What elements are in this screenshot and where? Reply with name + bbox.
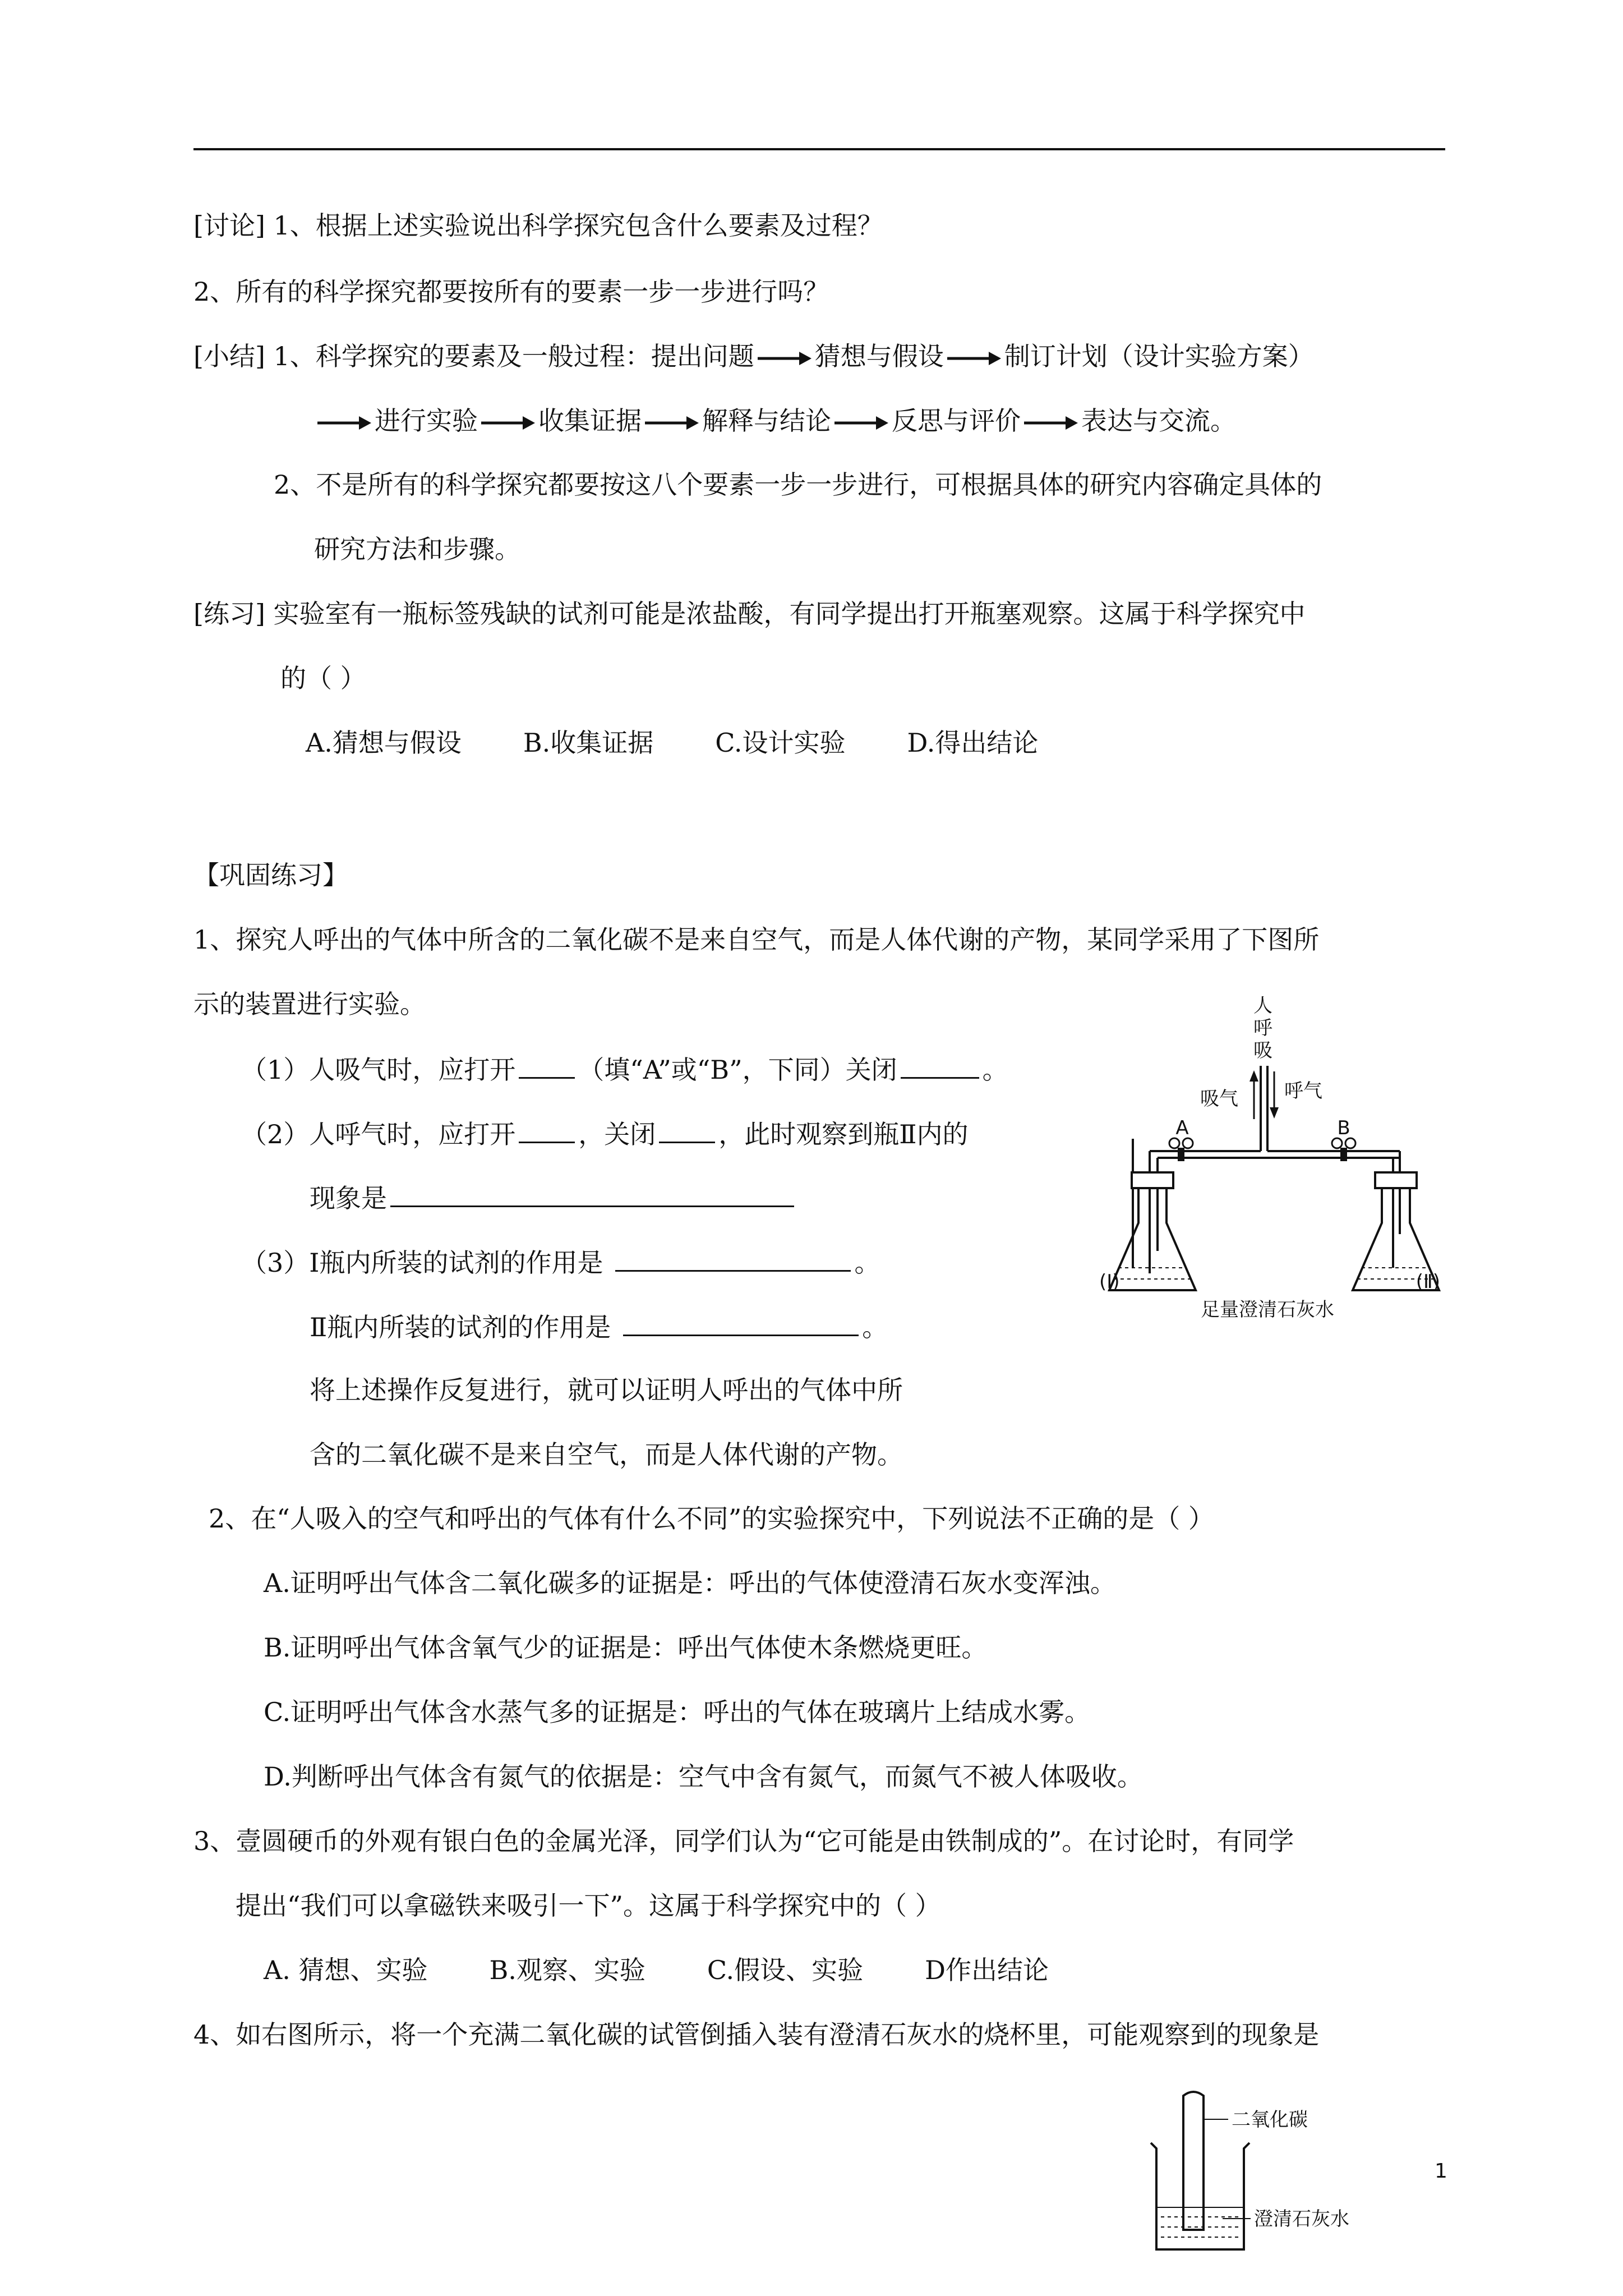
practice-option-b: B.收集证据 (523, 728, 654, 758)
q1-part3-e: 将上述操作反复进行，就可以证明人呼出的气体中所 (310, 1375, 903, 1405)
page-number: 1 (1435, 2160, 1447, 2183)
q2-option-a: A.证明呼出气体含二氧化碳多的证据是：呼出的气体使澄清石灰水变浑浊。 (264, 1568, 1116, 1598)
q1-line1: 1、探究人呼出的气体中所含的二氧化碳不是来自空气，而是人体代谢的产物，某同学采用了下图所 (193, 924, 1320, 955)
inhale-label: 吸气 (1200, 1088, 1238, 1110)
answer-blank[interactable] (623, 1308, 859, 1336)
q1-part2-phenomenon: 现象是 (310, 1179, 797, 1216)
practice-option-d: D.得出结论 (907, 728, 1039, 758)
answer-blank[interactable] (901, 1050, 979, 1079)
q1-part2: （2）人呼气时，应打开 ，关闭 ，此时观察到瓶Ⅱ内的 (241, 1115, 969, 1152)
arrow-icon (947, 348, 1001, 369)
valve-b-label: B (1337, 1117, 1350, 1139)
summary-point2-a: 2、不是所有的科学探究都要按这八个要素一步一步进行，可根据具体的研究内容确定具体的 (274, 470, 1322, 500)
q2-stem: 2、在“人吸入的空气和呼出的气体有什么不同”的实验探究中，下列说法不正确的是（ ） (209, 1503, 1214, 1534)
bottle-1-label: (Ⅰ) (1099, 1271, 1120, 1293)
practice-line1: [练习] 实验室有一瓶标签残缺的试剂可能是浓盐酸，有同学提出打开瓶塞观察。这属于科学探究中 (193, 599, 1306, 629)
q2-option-b: B.证明呼出气体含氧气少的证据是：呼出气体使木条燃烧更旺。 (264, 1632, 988, 1663)
step-1: 提出问题 (651, 341, 754, 371)
q3-line2: 提出“我们可以拿磁铁来吸引一下”。这属于科学探究中的（ ） (236, 1890, 941, 1921)
q3-option-b: B.观察、实验 (489, 1955, 645, 1985)
arrow-icon (645, 413, 699, 433)
consolidation-heading: 【巩固练习】 (193, 860, 348, 890)
q4-stem: 4、如右图所示，将一个充满二氧化碳的试管倒插入装有澄清石灰水的烧杯里，可能观察到的现象是 (193, 2019, 1320, 2050)
q1-part3-f: 含的二氧化碳不是来自空气，而是人体代谢的产物。 (310, 1439, 903, 1470)
figure-top-label-1: 人 (1253, 995, 1272, 1017)
q3-option-c: C.假设、实验 (707, 1955, 864, 1985)
q3-option-a: A. 猜想、实验 (264, 1955, 428, 1985)
arrow-icon (834, 413, 888, 433)
arrow-icon (758, 348, 811, 369)
step-4: 进行实验 (375, 406, 478, 436)
arrow-icon (1024, 413, 1078, 433)
step-5: 收集证据 (538, 406, 642, 436)
step-6: 解释与结论 (702, 406, 831, 436)
discussion-q1: [讨论] 1、根据上述实验说出科学探究包含什么要素及过程？ (193, 210, 883, 241)
figure-top-label-2: 呼 (1253, 1017, 1272, 1039)
figure-caption: 足量澄清石灰水 (1201, 1299, 1334, 1321)
test-tube-beaker-figure (1144, 2087, 1402, 2255)
practice-options (306, 725, 1038, 761)
practice-option-a: A.猜想与假设 (306, 728, 462, 758)
practice-option-c: C.设计实验 (715, 728, 846, 758)
arrow-icon (481, 413, 535, 433)
step-8: 表达与交流。 (1081, 406, 1236, 436)
answer-blank[interactable] (390, 1179, 794, 1207)
answer-blank[interactable] (519, 1115, 575, 1143)
bottle-2-label: (Ⅱ) (1415, 1271, 1440, 1293)
label-co2: 二氧化碳 (1232, 2109, 1308, 2131)
step-3: 制订计划（设计实验方案） (1004, 341, 1314, 371)
answer-blank[interactable] (659, 1115, 715, 1143)
q1-part3: （3）Ⅰ瓶内所装的试剂的作用是 。 (241, 1243, 880, 1281)
exhale-label: 呼气 (1284, 1080, 1322, 1102)
bottle-1 (1109, 1172, 1196, 1290)
answer-blank[interactable] (519, 1050, 575, 1079)
discussion-q2: 2、所有的科学探究都要按所有的要素一步一步进行吗？ (193, 277, 829, 307)
inhale-arrow-icon (1249, 1070, 1258, 1082)
q2-option-d: D.判断呼出气体含有氮气的依据是：空气中含有氮气，而氮气不被人体吸收。 (264, 1761, 1143, 1792)
exhale-arrow-icon (1270, 1107, 1279, 1119)
practice-line2: 的（ ） (280, 663, 366, 693)
q2-option-c: C.证明呼出气体含水蒸气多的证据是：呼出的气体在玻璃片上结成水雾。 (264, 1697, 1091, 1727)
answer-blank[interactable] (615, 1243, 851, 1272)
q3-option-d: D作出结论 (925, 1955, 1049, 1985)
label-limewater: 澄清石灰水 (1254, 2208, 1349, 2230)
step-2: 猜想与假设 (814, 341, 944, 371)
header-rule (193, 148, 1445, 150)
figure-top-label-3: 吸 (1253, 1039, 1272, 1062)
summary-line1 (193, 338, 1314, 374)
step-7: 反思与评价 (892, 406, 1021, 436)
summary-line2 (314, 403, 1236, 439)
valve-a-label: A (1175, 1117, 1189, 1139)
q1-part1: （1）人吸气时，应打开 （填“A”或“B”，下同）关闭 。 (241, 1050, 1008, 1088)
q3-line1: 3、壹圆硬币的外观有银白色的金属光泽，同学们认为“它可能是由铁制成的”。在讨论时，有同学 (193, 1826, 1294, 1856)
summary-label: [小结] 1、科学探究的要素及一般过程： (193, 341, 651, 371)
breathing-apparatus-figure (1099, 987, 1447, 1335)
q3-options (264, 1952, 1049, 1988)
q1-part3-bottle2: Ⅱ瓶内所装的试剂的作用是 。 (310, 1308, 888, 1345)
arrow-icon (317, 413, 371, 433)
summary-point2-b: 研究方法和步骤。 (314, 534, 520, 564)
q1-line2: 示的装置进行实验。 (193, 989, 426, 1019)
